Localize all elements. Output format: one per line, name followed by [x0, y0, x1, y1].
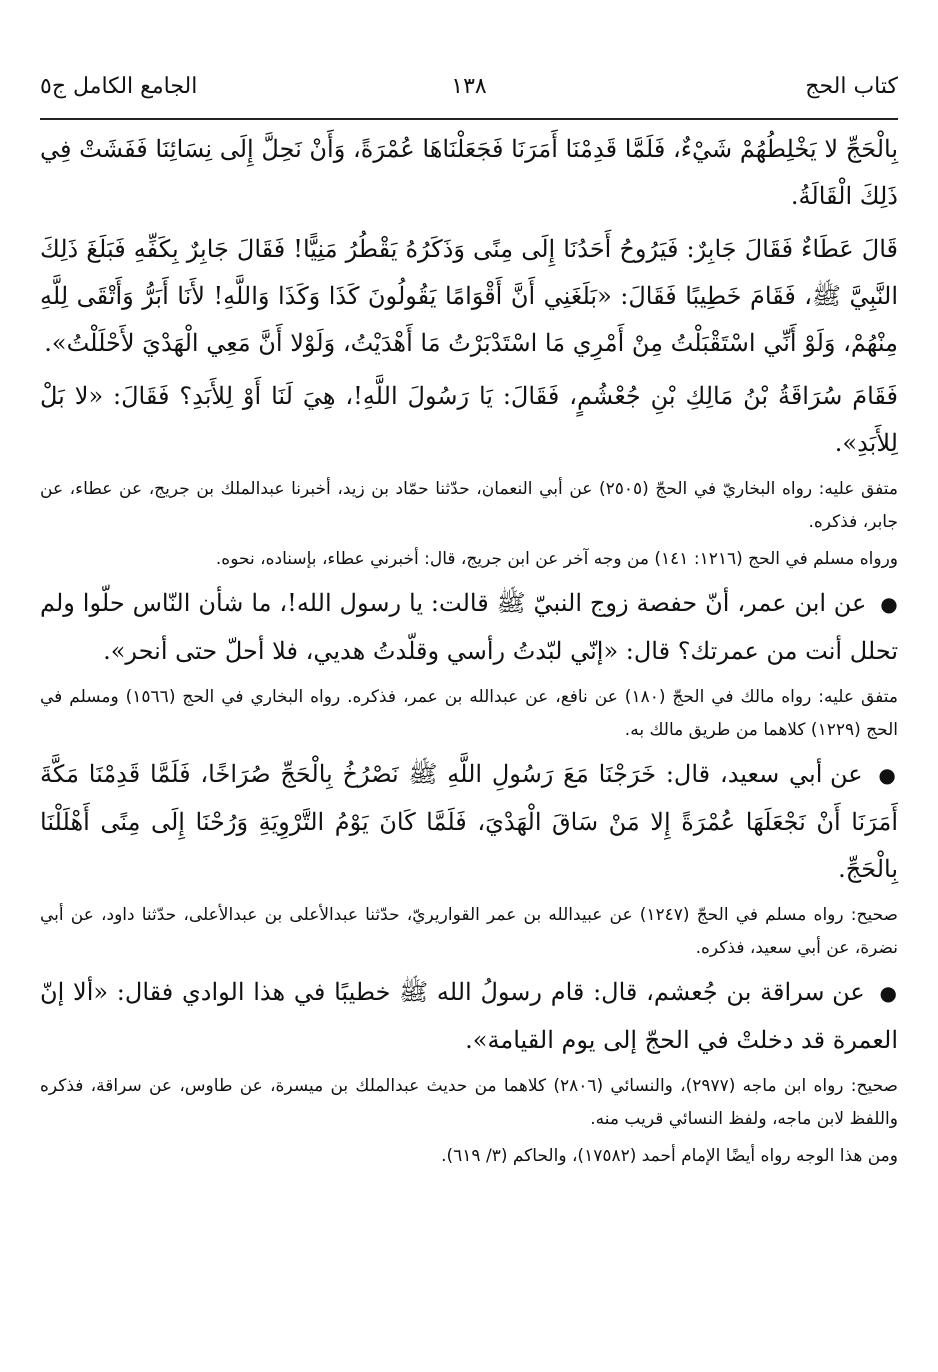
hadith-paragraph [40, 226, 898, 367]
paragraph-text: بِالْحَجِّ لا يَخْلِطُهُمْ شَيْءٌ، فَلَمَّا قَدِمْنَا أَمَرَنَا فَجَعَلْنَاهَا عُمْرَةً، وَأَنْ نَحِلَّ إِلَى نِسَائِنَا فَفَشَتْ فِي ذَلِكَ الْقَالَةُ. [40, 135, 899, 210]
hadith-continuation [40, 126, 898, 220]
hadith-paragraph [40, 373, 898, 467]
bullet-icon: ● [879, 981, 898, 1005]
takhrij-note [40, 543, 898, 576]
page-header [40, 66, 898, 106]
bullet-icon: ● [878, 763, 899, 787]
hadith-entry [40, 751, 898, 893]
paragraph-text: فَقَامَ سُرَاقَةُ بْنُ مَالِكِ بْنِ جُعْشُمٍ، فَقَالَ: يَا رَسُولَ اللَّهِ!، هِيَ لَنَا أَوْ لِلأَبَدِ؟ فَقَالَ: «لا بَلْ لِلأَبَدِ». [40, 382, 898, 457]
page-number: ١٣٨ [451, 74, 487, 99]
header-rule [40, 118, 898, 120]
paragraph-text: قَالَ عَطَاءٌ فَقَالَ جَابِرٌ: فَيَرُوحُ أَحَدُنَا إِلَى مِنًى وَذَكَرُهُ يَقْطُرُ مَنِيًّا! فَقَالَ جَابِرٌ بِكَفِّهِ فَبَلَغَ ذَلِكَ النَّبِيَّ ﷺ، فَقَامَ خَطِيبًا فَقَالَ: «بَلَغَنِي أَنَّ أَقْوَامًا يَقُولُونَ كَذَا وَكَذَا وَاللَّهِ! لأَنَا أَبَرُّ وَأَتْقَى لِلَّهِ مِنْهُمْ، وَلَوْ أَنِّي اسْتَقْبَلْتُ مِنْ أَمْرِي مَا اسْتَدْبَرْتُ مَا أَهْدَيْتُ، وَلَوْلا أَنَّ مَعِي الْهَدْيَ لأَحْلَلْتُ». [40, 235, 898, 357]
takhrij-note [40, 899, 898, 965]
note-text: متفق عليه: رواه مالك في الحجّ (١٨٠) عن نافع، عن عبدالله بن عمر، فذكره. رواه البخاري في الحج (١٥٦٦) ومسلم في الحج (١٢٢٩) كلاهما من طريق مالك به. [40, 687, 898, 740]
note-text: صحيح: رواه مسلم في الحجّ (١٢٤٧) عن عبيدالله بن عمر القواريريّ، حدّثنا عبدالأعلى بن عبدالأعلى، حدّثنا داود، عن أبي نضرة، عن أبي سعيد، فذكره. [40, 905, 898, 958]
hadith-entry [40, 580, 898, 675]
bullet-icon: ● [880, 592, 899, 616]
paragraph-text: عن ابن عمر، أنّ حفصة زوج النبيّ ﷺ قالت: يا رسول الله!، ما شأن النّاس حلّوا ولم تحلل أنت من عمرتك؟ قال: «إنّي لبّدتُ رأسي وقلّدتُ هديي، فلا أحلّ حتى أنحر». [40, 589, 898, 665]
chapter-title: كتاب الحج [805, 74, 898, 99]
takhrij-note [40, 1070, 898, 1136]
paragraph-text: عن سراقة بن جُعشم، قال: قام رسولُ الله ﷺ خطيبًا في هذا الوادي فقال: «ألا إنّ العمرة قد دخلتْ في الحجّ إلى يوم القيامة». [40, 978, 898, 1054]
book-title: الجامع الكامل ج٥ [40, 74, 198, 99]
note-text: ورواه مسلم في الحج (١٢١٦: ١٤١) من وجه آخر عن ابن جريج، قال: أخبرني عطاء، بإسناده، نحوه. [215, 549, 898, 569]
page-body [40, 126, 898, 1177]
hadith-entry [40, 969, 898, 1064]
takhrij-note [40, 1140, 898, 1173]
note-text: ومن هذا الوجه رواه أيضًا الإمام أحمد (١٧٥٨٢)، والحاكم (٣/ ٦١٩). [441, 1146, 898, 1166]
note-text: متفق عليه: رواه البخاريّ في الحجّ (٢٥٠٥) عن أبي النعمان، حدّثنا حمّاد بن زيد، أخبرنا عبدالملك بن جريج، عن عطاء، عن جابر، فذكره. [40, 479, 898, 532]
takhrij-note [40, 473, 898, 539]
paragraph-text: عن أبي سعيد، قال: خَرَجْنَا مَعَ رَسُولِ اللَّهِ ﷺ نَصْرُخُ بِالْحَجِّ صُرَاخًا، فَلَمَّا قَدِمْنَا مَكَّةَ أَمَرَنَا أَنْ نَجْعَلَهَا عُمْرَةً إِلا مَنْ سَاقَ الْهَدْيَ، فَلَمَّا كَانَ يَوْمُ التَّرْوِيَةِ وَرُحْنَا إِلَى مِنًى أَهْلَلْنَا بِالْحَجِّ. [40, 760, 898, 883]
note-text: صحيح: رواه ابن ماجه (٢٩٧٧)، والنسائي (٢٨٠٦) كلاهما من حديث عبدالملك بن ميسرة، عن طاوس، عن سراقة، فذكره واللفظ لابن ماجه، ولفظ النسائي قريب منه. [40, 1076, 898, 1129]
takhrij-note [40, 681, 898, 747]
